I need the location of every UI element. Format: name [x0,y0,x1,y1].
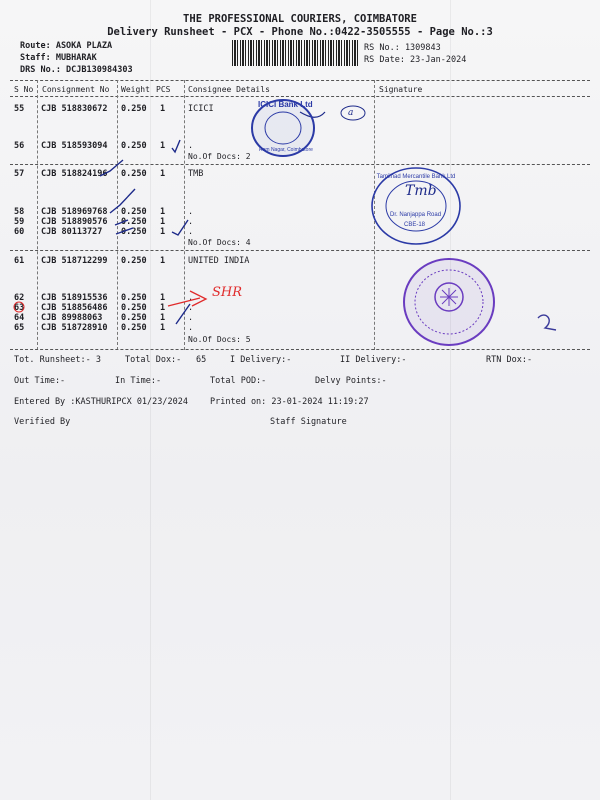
row-consignment: CJB 80113727 [41,227,103,237]
consignee-name: UNITED INDIA [188,256,250,266]
staff-label: Staff: MUBHARAK [20,53,97,63]
delvy-points: Delvy Points:- [315,376,387,386]
tick-mark [116,228,133,234]
row-consignment: CJB 518824196 [41,169,108,179]
total-dox-label: Total Dox:- [125,355,182,365]
tmb-stamp-code: CBE-18 [404,222,426,228]
tick-mark [100,160,123,176]
row-sno: 60 [14,227,25,237]
total-pod: Total POD:- [210,376,267,386]
tmb-stamp-branch: Dr. Nanjappa Road [390,212,442,218]
row-weight: 0.250 [121,303,147,313]
row-consignment: CJB 89988063 [41,313,103,323]
row-pcs: 1 [160,207,166,217]
row-pcs: 1 [160,169,166,179]
row-pcs: 1 [160,104,166,114]
row-consignment: CJB 518712299 [41,256,108,266]
col-pcs: PCS [156,85,171,94]
consignee-dot: . [188,313,194,323]
row-sno: 55 [14,104,25,114]
consignee-dot: . [188,293,194,303]
row-consignment: CJB 518830672 [41,104,108,114]
handwritten-shr: SHR [212,285,243,300]
icici-stamp-name: ICICI Bank Ltd [258,100,313,109]
tmb-stamp-name: Tamilnad Mercantile Bank Ltd [376,174,456,180]
tick-mark [172,140,180,152]
icici-stamp-branch: Ram Nagar, Coimbatore [259,147,313,153]
consignee-name: TMB [188,169,204,179]
consignee-dot: . [188,323,194,333]
docs-count: No.Of Docs: 2 [188,152,251,161]
row-pcs: 1 [160,293,166,303]
i-delivery: I Delivery:- [230,355,292,365]
rtn-dox: RTN Dox:- [486,355,533,365]
red-circle-mark [14,302,24,312]
printed-on: Printed on: 23-01-2024 11:19:27 [210,397,369,407]
handwritten-tmb: Tmb [405,183,437,199]
row-weight: 0.250 [121,169,147,179]
row-sno: 63 [14,303,25,313]
consignee-dot: . [188,141,194,151]
rs-number: RS No.: 1309843 [364,43,441,53]
consignee-name: ICICI [188,104,214,114]
row-weight: 0.250 [121,323,147,333]
col-sno: S No [14,85,34,94]
staff-signature: Staff Signature [270,417,347,427]
row-weight: 0.250 [121,207,147,217]
drs-number: DRS No.: DCJB130984303 [20,65,133,75]
consignee-dot: . [188,207,194,217]
red-arrow [168,291,206,306]
united-india-stamp-ring [402,257,496,347]
consignee-dot: . [188,227,194,237]
col-weight: Weight [121,85,150,94]
row-sno: 64 [14,313,25,323]
col-signature: Signature [379,85,423,94]
icici-bank-stamp [250,98,316,158]
entered-by: Entered By :KASTHURIPCX 01/23/2024 [14,397,188,407]
consignee-dot: . [188,217,194,227]
handwritten-initial: a [348,108,354,118]
docs-count: No.Of Docs: 5 [188,335,251,344]
row-consignment: CJB 518856486 [41,303,108,313]
ii-delivery: II Delivery:- [340,355,407,365]
row-pcs: 1 [160,227,166,237]
tick-mark [115,220,128,225]
total-runsheet: Tot. Runsheet:- 3 [14,355,101,365]
row-pcs: 1 [160,141,166,151]
row-sno: 65 [14,323,25,333]
tick-mark [538,315,556,330]
verified-by: Verified By [14,417,71,427]
row-sno: 57 [14,169,25,179]
row-pcs: 1 [160,323,166,333]
row-weight: 0.250 [121,256,147,266]
rs-date: RS Date: 23-Jan-2024 [364,55,467,65]
row-weight: 0.250 [121,313,147,323]
tick-mark [176,304,190,324]
united-india-stamp [402,257,496,347]
row-weight: 0.250 [121,104,147,114]
tick-mark [172,220,188,235]
company-heading: THE PROFESSIONAL COURIERS, COIMBATORE [183,13,417,25]
row-pcs: 1 [160,303,166,313]
col-consignee: Consignee Details [188,85,270,94]
row-consignment: CJB 518593094 [41,141,108,151]
tick-mark [110,189,135,213]
tmb-bank-stamp [370,166,462,246]
row-pcs: 1 [160,256,166,266]
docs-count: No.Of Docs: 4 [188,238,251,247]
out-time: Out Time:- [14,376,66,386]
row-consignment: CJB 518915536 [41,293,108,303]
row-pcs: 1 [160,217,166,227]
row-weight: 0.250 [121,217,147,227]
row-sno: 56 [14,141,25,151]
runsheet-title: Delivery Runsheet - PCX - Phone No.:0422-3505555 - Page No.:3 [107,26,493,38]
in-time: In Time:- [115,376,162,386]
row-sno: 59 [14,217,25,227]
row-consignment: CJB 518890576 [41,217,108,227]
row-weight: 0.250 [121,141,147,151]
total-dox-value: 65 [196,355,207,365]
row-weight: 0.250 [121,293,147,303]
col-consignment: Consignment No [42,85,110,94]
row-sno: 62 [14,293,25,303]
row-sno: 58 [14,207,25,217]
row-consignment: CJB 518969768 [41,207,108,217]
consignee-dot: . [188,303,194,313]
row-pcs: 1 [160,313,166,323]
row-sno: 61 [14,256,25,266]
row-consignment: CJB 518728910 [41,323,108,333]
route-label: Route: ASOKA PLAZA [20,41,113,51]
row-weight: 0.250 [121,227,147,237]
